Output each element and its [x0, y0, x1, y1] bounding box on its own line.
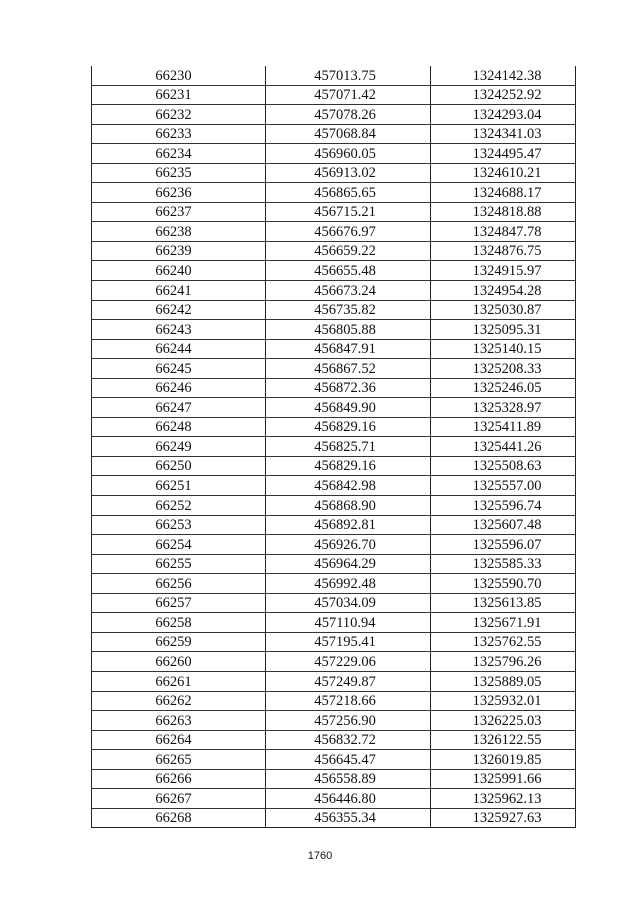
table-row	[92, 456, 576, 476]
y-coordinate-cell: 1325585.33	[431, 554, 576, 574]
point-id-cell: 66249	[92, 437, 266, 457]
x-coordinate-cell: 456829.16	[266, 417, 431, 437]
x-coordinate-cell: 456992.48	[266, 574, 431, 594]
x-coordinate-cell: 456849.90	[266, 398, 431, 418]
table-row	[92, 222, 576, 242]
x-coordinate-cell: 457078.26	[266, 105, 431, 125]
point-id-cell: 66268	[92, 808, 266, 828]
table-row	[92, 85, 576, 105]
x-coordinate-cell: 456355.34	[266, 808, 431, 828]
y-coordinate-cell: 1324847.78	[431, 222, 576, 242]
table-row	[92, 769, 576, 789]
y-coordinate-cell: 1325246.05	[431, 378, 576, 398]
x-coordinate-cell: 456913.02	[266, 163, 431, 183]
table-row	[92, 241, 576, 261]
x-coordinate-cell: 456832.72	[266, 730, 431, 750]
table-row	[92, 300, 576, 320]
table-row	[92, 124, 576, 144]
point-id-cell: 66233	[92, 124, 266, 144]
x-coordinate-cell: 456926.70	[266, 535, 431, 555]
point-id-cell: 66264	[92, 730, 266, 750]
x-coordinate-cell: 456645.47	[266, 750, 431, 770]
table-row	[92, 613, 576, 633]
table-row	[92, 378, 576, 398]
y-coordinate-cell: 1325613.85	[431, 593, 576, 613]
y-coordinate-cell: 1325441.26	[431, 437, 576, 457]
point-id-cell: 66246	[92, 378, 266, 398]
table-row	[92, 574, 576, 594]
table-row	[92, 398, 576, 418]
x-coordinate-cell: 457068.84	[266, 124, 431, 144]
point-id-cell: 66230	[92, 66, 266, 85]
y-coordinate-cell: 1325328.97	[431, 398, 576, 418]
y-coordinate-cell: 1325607.48	[431, 515, 576, 535]
table-row	[92, 261, 576, 281]
point-id-cell: 66250	[92, 456, 266, 476]
point-id-cell: 66243	[92, 320, 266, 340]
point-id-cell: 66255	[92, 554, 266, 574]
y-coordinate-cell: 1325508.63	[431, 456, 576, 476]
y-coordinate-cell: 1325030.87	[431, 300, 576, 320]
point-id-cell: 66248	[92, 417, 266, 437]
y-coordinate-cell: 1324954.28	[431, 281, 576, 301]
point-id-cell: 66252	[92, 496, 266, 516]
x-coordinate-cell: 456735.82	[266, 300, 431, 320]
table-row	[92, 593, 576, 613]
x-coordinate-cell: 456676.97	[266, 222, 431, 242]
x-coordinate-cell: 456867.52	[266, 359, 431, 379]
table-row	[92, 320, 576, 340]
point-id-cell: 66262	[92, 691, 266, 711]
point-id-cell: 66236	[92, 183, 266, 203]
table-row	[92, 359, 576, 379]
y-coordinate-cell: 1325590.70	[431, 574, 576, 594]
x-coordinate-cell: 456446.80	[266, 789, 431, 809]
x-coordinate-cell: 456847.91	[266, 339, 431, 359]
point-id-cell: 66253	[92, 515, 266, 535]
point-id-cell: 66254	[92, 535, 266, 555]
x-coordinate-cell: 457110.94	[266, 613, 431, 633]
point-id-cell: 66235	[92, 163, 266, 183]
y-coordinate-cell: 1324495.47	[431, 144, 576, 164]
y-coordinate-cell: 1325796.26	[431, 652, 576, 672]
x-coordinate-cell: 456960.05	[266, 144, 431, 164]
x-coordinate-cell: 456655.48	[266, 261, 431, 281]
y-coordinate-cell: 1324818.88	[431, 202, 576, 222]
point-id-cell: 66258	[92, 613, 266, 633]
y-coordinate-cell: 1325140.15	[431, 339, 576, 359]
y-coordinate-cell: 1325671.91	[431, 613, 576, 633]
table-row	[92, 632, 576, 652]
point-id-cell: 66247	[92, 398, 266, 418]
y-coordinate-cell: 1325411.89	[431, 417, 576, 437]
y-coordinate-cell: 1324876.75	[431, 241, 576, 261]
x-coordinate-cell: 456659.22	[266, 241, 431, 261]
point-id-cell: 66241	[92, 281, 266, 301]
table-row	[92, 750, 576, 770]
coordinate-table	[91, 66, 576, 828]
y-coordinate-cell: 1325762.55	[431, 632, 576, 652]
y-coordinate-cell: 1325557.00	[431, 476, 576, 496]
table-row	[92, 691, 576, 711]
x-coordinate-cell: 456558.89	[266, 769, 431, 789]
point-id-cell: 66242	[92, 300, 266, 320]
y-coordinate-cell: 1326225.03	[431, 711, 576, 731]
table-row	[92, 652, 576, 672]
table-row	[92, 144, 576, 164]
y-coordinate-cell: 1326122.55	[431, 730, 576, 750]
point-id-cell: 66265	[92, 750, 266, 770]
x-coordinate-cell: 456673.24	[266, 281, 431, 301]
y-coordinate-cell: 1325932.01	[431, 691, 576, 711]
point-id-cell: 66237	[92, 202, 266, 222]
table-row	[92, 515, 576, 535]
x-coordinate-cell: 456842.98	[266, 476, 431, 496]
y-coordinate-cell: 1324293.04	[431, 105, 576, 125]
x-coordinate-cell: 456892.81	[266, 515, 431, 535]
y-coordinate-cell: 1325596.07	[431, 535, 576, 555]
point-id-cell: 66239	[92, 241, 266, 261]
point-id-cell: 66261	[92, 671, 266, 691]
y-coordinate-cell: 1324341.03	[431, 124, 576, 144]
table-row	[92, 535, 576, 555]
x-coordinate-cell: 456872.36	[266, 378, 431, 398]
point-id-cell: 66267	[92, 789, 266, 809]
table-row	[92, 339, 576, 359]
table-row	[92, 554, 576, 574]
x-coordinate-cell: 456715.21	[266, 202, 431, 222]
table-row	[92, 808, 576, 828]
table-row	[92, 163, 576, 183]
x-coordinate-cell: 457256.90	[266, 711, 431, 731]
y-coordinate-cell: 1325962.13	[431, 789, 576, 809]
table-row	[92, 66, 576, 85]
table-row	[92, 476, 576, 496]
y-coordinate-cell: 1325991.66	[431, 769, 576, 789]
table-row	[92, 183, 576, 203]
y-coordinate-cell: 1324688.17	[431, 183, 576, 203]
x-coordinate-cell: 456829.16	[266, 456, 431, 476]
point-id-cell: 66256	[92, 574, 266, 594]
y-coordinate-cell: 1324610.21	[431, 163, 576, 183]
y-coordinate-cell: 1325208.33	[431, 359, 576, 379]
table-row	[92, 281, 576, 301]
point-id-cell: 66240	[92, 261, 266, 281]
table-row	[92, 671, 576, 691]
x-coordinate-cell: 456825.71	[266, 437, 431, 457]
point-id-cell: 66260	[92, 652, 266, 672]
table-row	[92, 496, 576, 516]
point-id-cell: 66232	[92, 105, 266, 125]
point-id-cell: 66259	[92, 632, 266, 652]
x-coordinate-cell: 457218.66	[266, 691, 431, 711]
point-id-cell: 66234	[92, 144, 266, 164]
coordinate-table-body	[92, 66, 576, 828]
y-coordinate-cell: 1324142.38	[431, 66, 576, 85]
x-coordinate-cell: 456868.90	[266, 496, 431, 516]
page-number: 1760	[307, 850, 333, 862]
x-coordinate-cell: 456964.29	[266, 554, 431, 574]
y-coordinate-cell: 1325095.31	[431, 320, 576, 340]
point-id-cell: 66238	[92, 222, 266, 242]
y-coordinate-cell: 1324252.92	[431, 85, 576, 105]
y-coordinate-cell: 1325889.05	[431, 671, 576, 691]
point-id-cell: 66231	[92, 85, 266, 105]
x-coordinate-cell: 456865.65	[266, 183, 431, 203]
point-id-cell: 66251	[92, 476, 266, 496]
table-row	[92, 730, 576, 750]
x-coordinate-cell: 457013.75	[266, 66, 431, 85]
y-coordinate-cell: 1324915.97	[431, 261, 576, 281]
point-id-cell: 66263	[92, 711, 266, 731]
table-row	[92, 417, 576, 437]
table-row	[92, 789, 576, 809]
y-coordinate-cell: 1325596.74	[431, 496, 576, 516]
y-coordinate-cell: 1326019.85	[431, 750, 576, 770]
x-coordinate-cell: 456805.88	[266, 320, 431, 340]
point-id-cell: 66257	[92, 593, 266, 613]
point-id-cell: 66244	[92, 339, 266, 359]
x-coordinate-cell: 457195.41	[266, 632, 431, 652]
table-row	[92, 437, 576, 457]
table-row	[92, 202, 576, 222]
table-row	[92, 711, 576, 731]
point-id-cell: 66266	[92, 769, 266, 789]
x-coordinate-cell: 457034.09	[266, 593, 431, 613]
table-row	[92, 105, 576, 125]
y-coordinate-cell: 1325927.63	[431, 808, 576, 828]
point-id-cell: 66245	[92, 359, 266, 379]
x-coordinate-cell: 457229.06	[266, 652, 431, 672]
x-coordinate-cell: 457249.87	[266, 671, 431, 691]
x-coordinate-cell: 457071.42	[266, 85, 431, 105]
